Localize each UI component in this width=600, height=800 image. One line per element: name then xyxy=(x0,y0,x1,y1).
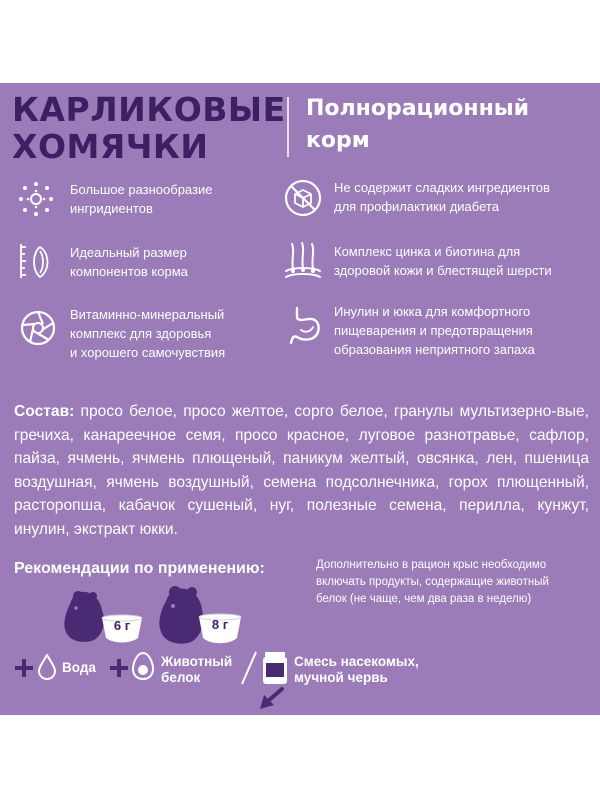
vitamin-icon xyxy=(18,308,58,348)
no-sugar-icon xyxy=(283,178,323,218)
feature-line: Витаминно-минеральный xyxy=(70,307,225,322)
insect-jar-icon xyxy=(262,651,288,685)
feature-seed-size xyxy=(70,243,188,281)
protein-line: белок xyxy=(161,670,201,685)
feature-line: комплекс для здоровья xyxy=(70,326,212,341)
feature-line: и хорошего самочувствия xyxy=(70,345,226,360)
seed-size-icon xyxy=(16,241,56,281)
variety-icon xyxy=(16,179,56,219)
note-line: белок (не чаще, чем два раза в неделю) xyxy=(316,593,532,605)
plus-icon xyxy=(14,658,34,678)
subtitle-line-1: Полнорационный xyxy=(306,96,530,121)
feature-line: для профилактики диабета xyxy=(334,199,499,214)
feature-line: Не содержит сладких ингредиентов xyxy=(334,180,550,195)
arrow-down-left-icon xyxy=(258,687,284,711)
feature-no-sugar xyxy=(334,178,550,216)
animal-protein-label xyxy=(161,654,232,686)
feature-line: пищеварения и предотвращения xyxy=(334,323,533,338)
feature-vitamins xyxy=(70,305,225,362)
recommendations-note xyxy=(316,557,596,608)
info-panel xyxy=(0,83,600,715)
feature-line: компонентов корма xyxy=(70,264,188,279)
protein-line: Животный xyxy=(161,654,233,669)
skin-hair-icon xyxy=(283,241,323,281)
note-line: Дополнительно в рацион крыс необходимо xyxy=(316,559,547,571)
title-line-2: ХОМЯЧКИ xyxy=(12,127,209,166)
composition-label: Состав: xyxy=(14,403,75,420)
note-line: включать продукты, содержащие животный xyxy=(316,576,549,588)
plus-icon xyxy=(109,658,129,678)
feature-skin-hair xyxy=(334,242,552,280)
feature-line: Инулин и юкка для комфортного xyxy=(334,304,531,319)
slash-divider xyxy=(240,651,258,685)
title-line-1: КАРЛИКОВЫЕ xyxy=(12,90,286,129)
insect-mix-label xyxy=(294,654,419,686)
feature-line: Комплекс цинка и биотина для xyxy=(334,244,521,259)
subtitle-line-2: корм xyxy=(306,128,370,153)
egg-icon xyxy=(131,651,155,681)
water-drop-icon xyxy=(38,654,56,680)
product-subtitle xyxy=(306,93,596,157)
insects-line: Смесь насекомых, xyxy=(294,654,419,669)
title-divider xyxy=(287,97,289,157)
feature-line: образования неприятного запаха xyxy=(334,342,535,357)
bowl-small-label: 6 г xyxy=(113,618,131,633)
product-title xyxy=(12,90,286,166)
feature-digestion xyxy=(334,302,535,359)
recommendations-title: Рекомендации по применению: xyxy=(14,560,265,577)
water-label: Вода xyxy=(62,660,96,675)
feature-line: Идеальный размер xyxy=(70,245,187,260)
feature-line: Большое разнообразие xyxy=(70,182,213,197)
composition-text xyxy=(14,400,589,541)
feature-line: здоровой кожи и блестящей шерсти xyxy=(334,263,552,278)
bowl-large-label: 8 г xyxy=(211,617,229,632)
insects-line: мучной червь xyxy=(294,670,388,685)
composition-ingredients: просо белое, просо желтое, сорго белое, гранулы мультизерно-вые, гречиха, канареечное семя, просо красное, луговое разнотравье, сафлор, пайза, ячмень, ячмень плющеный, паникум желтый, овсянка, лен, пшеница воздушная, ячмень воздушный, семена подсолнечника, горох плющенный, расторопша, кабачок сушеный, нуг, полезные семена, перилла, кунжут, инулин, экстракт юкки. xyxy=(14,403,589,538)
feature-line: ингридиентов xyxy=(70,201,153,216)
feature-variety xyxy=(70,180,212,218)
stomach-icon xyxy=(283,305,323,345)
